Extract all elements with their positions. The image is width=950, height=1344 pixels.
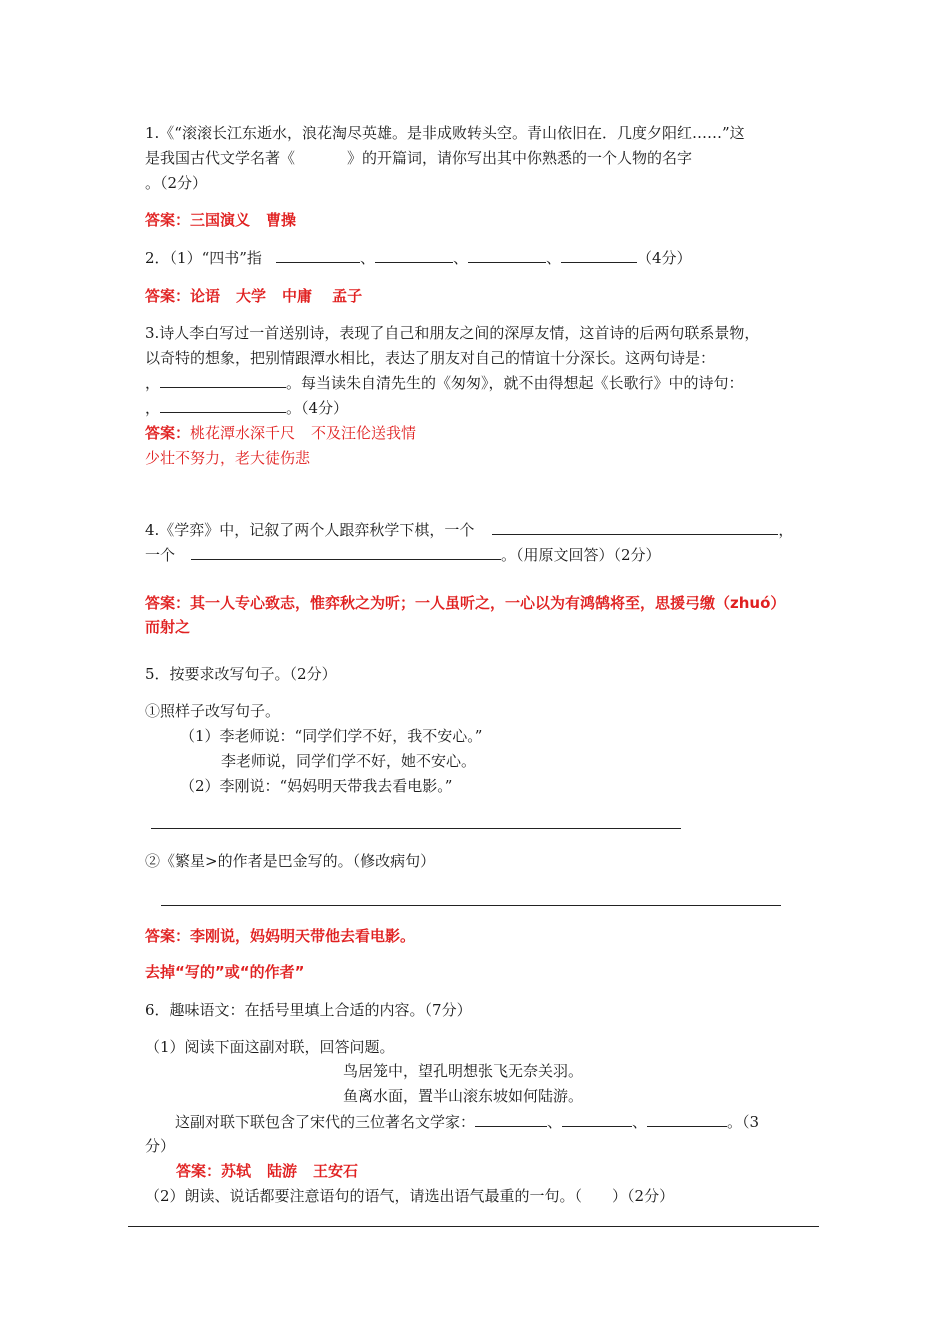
q6-couplet-2: 鱼离水面，置半山滚东坡如何陆游。 <box>343 1087 584 1105</box>
q5-example-2: （2）李刚说：“妈妈明天带我去看电影。” <box>180 777 453 795</box>
q4-blank-2[interactable] <box>191 545 501 560</box>
q4-blank-1[interactable] <box>492 520 778 535</box>
q6-sub1: （1）阅读下面这副对联，回答问题。 <box>145 1038 395 1056</box>
q6-blank-3[interactable] <box>647 1112 727 1127</box>
q4-line1 <box>145 520 793 540</box>
q4-answer-line2: 而射之 <box>145 618 191 636</box>
q1-answer-label: 答案： <box>145 211 191 229</box>
q5-answer-line-1[interactable] <box>151 828 681 829</box>
q1-line1: 1.《“滚滚长江东逝水，浪花淘尽英雄。是非成败转头空。青山依旧在．几度夕阳红……”这 <box>145 124 745 142</box>
q5-title: 5．按要求改写句子。（2分） <box>145 665 337 683</box>
q4-line2a: 一个 <box>145 546 176 564</box>
q1-line3: 。（2分） <box>145 174 208 192</box>
q6-question-line2: 分） <box>145 1137 176 1155</box>
q3-blank-1[interactable] <box>160 373 286 388</box>
q6-sub2: （2）朗读、说话都要注意语句的语气，请选出语气最重的一句。（ ）（2分） <box>145 1187 675 1205</box>
q4-answer-line1: 答案：其一人专心致志，惟弈秋之为听；一人虽听之，一心以为有鸿鹄将至，思援弓缴（zhuó） <box>145 594 786 612</box>
q3-line3a: ， <box>145 374 161 392</box>
q1-answer-2: 曹操 <box>266 211 297 229</box>
q2-sep-2: 、 <box>452 249 468 267</box>
q6-answer-label: 答案： <box>176 1162 222 1180</box>
q6-question-line1: 这副对联下联包含了宋代的三位著名文学家： 、 、 。（3 <box>175 1113 760 1131</box>
q6-question-score: 。（3 <box>727 1113 760 1131</box>
q4-line2b: 。（用原文回答）（2分） <box>501 546 661 564</box>
q3-answer-3: 少壮不努力，老大徒伤悲 <box>145 449 311 467</box>
q3-answer-label: 答案： <box>145 424 191 442</box>
q2-sep-3: 、 <box>545 249 561 267</box>
q2-answer-4: 孟子 <box>332 287 363 305</box>
q3-line3b: 。每当读朱自清先生的《匆匆》，就不由得想起《长歌行》中的诗句： <box>286 374 744 392</box>
page-footer-rule <box>128 1226 819 1227</box>
q3-line4 <box>145 398 348 418</box>
q2-answer <box>145 286 362 306</box>
q3-answer-2: 不及汪伦送我情 <box>311 424 417 442</box>
q1-answer-1: 三国演义 <box>190 211 251 229</box>
q2-prefix: 2．（1）“四书”指 <box>145 249 262 267</box>
q6-blank-1[interactable] <box>475 1112 547 1127</box>
q3-answer <box>145 423 416 443</box>
q3-line1: 3.诗人李白写过一首送别诗，表现了自己和朋友之间的深厚友情，这首诗的后两句联系景物， <box>145 324 760 342</box>
q6-answer-2: 陆游 <box>267 1162 298 1180</box>
q5-answer-line-2[interactable] <box>161 905 781 906</box>
q6-answer <box>176 1161 358 1181</box>
q3-line4a: ， <box>145 399 161 417</box>
q3-line3 <box>145 373 744 393</box>
q3-line2: 以奇特的想象，把别情跟潭水相比，表达了朋友对自己的情谊十分深长。这两句诗是： <box>145 349 716 367</box>
q5-answer-1: 答案：李刚说，妈妈明天带他去看电影。 <box>145 927 416 945</box>
q3-line4b: 。（4分） <box>286 399 349 417</box>
q2-answer-3: 中庸 <box>282 287 313 305</box>
q5-example-1-rewrite: 李老师说，同学们学不好，她不安心。 <box>221 752 477 770</box>
q5-answer-2: 去掉“写的”或“的作者” <box>145 963 305 981</box>
q5-sub1: ①照样子改写句子。 <box>145 702 281 720</box>
q2-blank-4[interactable] <box>561 248 637 263</box>
q2-blank-1[interactable] <box>276 248 360 263</box>
q2-sep-1: 、 <box>359 249 375 267</box>
q2-line <box>145 248 692 268</box>
q2-blank-2[interactable] <box>375 248 453 263</box>
q1-line2b: 》的开篇词，请你写出其中你熟悉的一个人物的名字 <box>347 149 693 167</box>
q5-sub2: ②《繁星>的作者是巴金写的。（修改病句） <box>145 852 436 870</box>
q2-answer-1: 论语 <box>190 287 221 305</box>
q1-line2 <box>145 148 692 168</box>
q6-title: 6．趣味语文：在括号里填上合适的内容。（7分） <box>145 1001 472 1019</box>
q4-line1b: ， <box>778 521 794 539</box>
q6-answer-3: 王安石 <box>313 1162 359 1180</box>
q1-line2a: 是我国古代文学名著《 <box>145 149 296 167</box>
q4-line2 <box>145 545 661 565</box>
q1-answer <box>145 210 296 230</box>
q2-answer-label: 答案： <box>145 287 191 305</box>
q6-answer-1: 苏轼 <box>221 1162 252 1180</box>
q2-blank-3[interactable] <box>468 248 546 263</box>
q6-question-text: 这副对联下联包含了宋代的三位著名文学家： <box>175 1113 476 1131</box>
q3-answer-1: 桃花潭水深千尺 <box>190 424 296 442</box>
q5-example-1: （1）李老师说：“同学们学不好，我不安心。” <box>180 727 483 745</box>
q2-answer-2: 大学 <box>236 287 267 305</box>
q6-blank-2[interactable] <box>562 1112 632 1127</box>
q3-blank-2[interactable] <box>160 398 286 413</box>
q4-line1a: 4.《学弈》中，记叙了两个人跟弈秋学下棋，一个 <box>145 521 475 539</box>
q2-score: （4分） <box>636 249 692 267</box>
q6-couplet-1: 鸟居笼中，望孔明想张飞无奈关羽。 <box>343 1062 584 1080</box>
